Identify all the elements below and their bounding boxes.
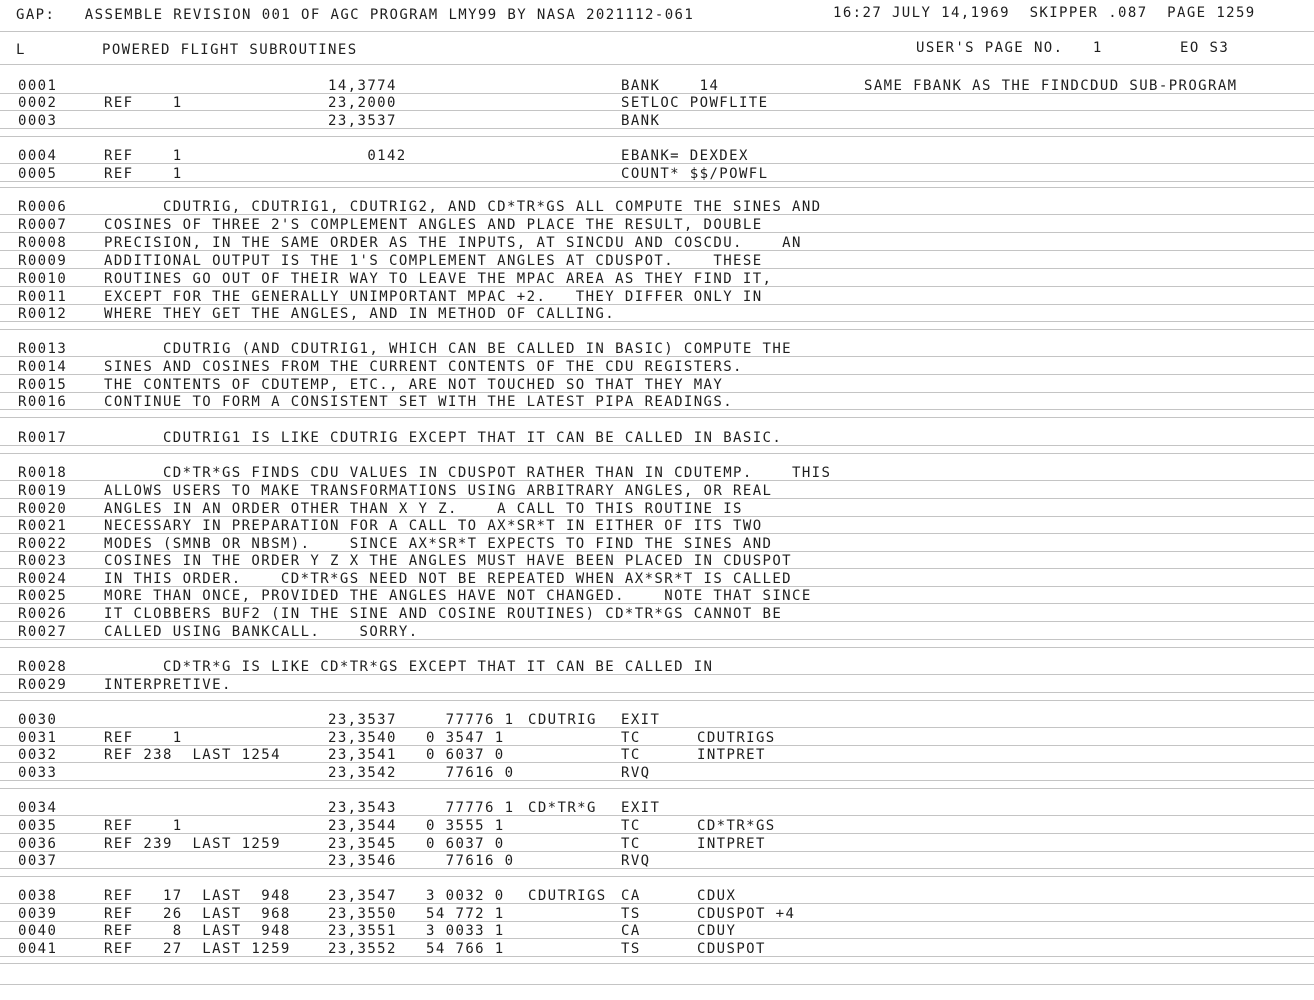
- address-column: 23,3542: [328, 765, 397, 781]
- address-column: 23,3552: [328, 941, 397, 957]
- line-number: R0010: [18, 271, 68, 287]
- rule-line: [0, 453, 1314, 454]
- rule-line: [0, 833, 1314, 834]
- octal-code: 77776 1: [426, 800, 515, 816]
- operand: CD*TR*GS: [697, 818, 776, 834]
- subheader-title: POWERED FLIGHT SUBROUTINES: [102, 42, 358, 58]
- operand: INTPRET: [697, 836, 766, 852]
- line-number: 0004: [18, 148, 58, 164]
- address-column: 23,3541: [328, 747, 397, 763]
- address-column: 23,3540: [328, 730, 397, 746]
- ref-column: REF 239 LAST 1259: [104, 836, 281, 852]
- line-number: R0014: [18, 359, 68, 375]
- rule-line: [0, 136, 1314, 137]
- ref-column: REF 1: [104, 148, 183, 164]
- line-number: 0002: [18, 95, 58, 111]
- rule-line: [0, 329, 1314, 330]
- ref-column: REF 1: [104, 166, 183, 182]
- comment-text: CDUTRIG (AND CDUTRIG1, WHICH CAN BE CALLED IN BASIC) COMPUTE THE: [104, 341, 793, 357]
- address-column: 23,3551: [328, 923, 397, 939]
- eo-code: EO S3: [1180, 40, 1230, 56]
- comment-text: COSINES IN THE ORDER Y Z X THE ANGLES MUST HAVE BEEN PLACED IN CDUSPOT: [104, 553, 793, 569]
- rule-line: [0, 780, 1314, 781]
- address-column: 23,3546: [328, 853, 397, 869]
- line-number: R0028: [18, 659, 68, 675]
- comment-text: MODES (SMNB OR NBSM). SINCE AX*SR*T EXPECTS TO FIND THE SINES AND: [104, 536, 773, 552]
- opcode: CA: [621, 888, 641, 904]
- comment-text: CDUTRIG, CDUTRIG1, CDUTRIG2, AND CD*TR*GS ALL COMPUTE THE SINES AND: [104, 199, 822, 215]
- operand: CDUTRIGS: [697, 730, 776, 746]
- opcode: TS: [621, 941, 641, 957]
- line-number: 0037: [18, 853, 58, 869]
- comment-text: MORE THAN ONCE, PROVIDED THE ANGLES HAVE NOT CHANGED. NOTE THAT SINCE: [104, 588, 812, 604]
- comment-text: ANGLES IN AN ORDER OTHER THAN X Y Z. A CALL TO THIS ROUTINE IS: [104, 501, 743, 517]
- opcode: BANK: [621, 113, 661, 129]
- line-number: 0036: [18, 836, 58, 852]
- line-number: R0024: [18, 571, 68, 587]
- line-number: 0041: [18, 941, 58, 957]
- comment-text: WHERE THEY GET THE ANGLES, AND IN METHOD OF CALLING.: [104, 306, 616, 322]
- operand: CDUX: [697, 888, 737, 904]
- octal-code: 3 0033 1: [426, 923, 505, 939]
- rule-line: [0, 868, 1314, 869]
- address-column: 23,3537: [328, 113, 397, 129]
- line-number: R0007: [18, 217, 68, 233]
- line-number: 0035: [18, 818, 58, 834]
- address-column: 23,3543: [328, 800, 397, 816]
- rule-line: [0, 417, 1314, 418]
- octal-code: 54 766 1: [426, 941, 505, 957]
- comment-text: NECESSARY IN PREPARATION FOR A CALL TO AX*SR*T IN EITHER OF ITS TWO: [104, 518, 763, 534]
- operand: CDUSPOT: [697, 941, 766, 957]
- line-number: R0011: [18, 289, 68, 305]
- operand: CDUY: [697, 923, 737, 939]
- octal-code: 0 6037 0: [426, 836, 505, 852]
- ref-column: REF 238 LAST 1254: [104, 747, 281, 763]
- octal-code: 0 3547 1: [426, 730, 505, 746]
- address-column: 23,2000: [328, 95, 397, 111]
- rule-line: [0, 700, 1314, 701]
- symbol-label: CDUTRIGS: [528, 888, 607, 904]
- comment-text: CD*TR*GS FINDS CDU VALUES IN CDUSPOT RATHER THAN IN CDUTEMP. THIS: [104, 465, 832, 481]
- opcode: TC: [621, 730, 641, 746]
- address-column: 23,3544: [328, 818, 397, 834]
- line-number: R0029: [18, 677, 68, 693]
- ref-column: REF 26 LAST 968: [104, 906, 291, 922]
- line-number: 0033: [18, 765, 58, 781]
- comment-text: ADDITIONAL OUTPUT IS THE 1'S COMPLEMENT ANGLES AT CDUSPOT. THESE: [104, 253, 763, 269]
- ref-column: REF 1: [104, 818, 183, 834]
- line-number: R0017: [18, 430, 68, 446]
- opcode: TC: [621, 747, 641, 763]
- comment-text: SINES AND COSINES FROM THE CURRENT CONTENTS OF THE CDU REGISTERS.: [104, 359, 743, 375]
- line-number: R0026: [18, 606, 68, 622]
- line-number: R0020: [18, 501, 68, 517]
- comment-text: PRECISION, IN THE SAME ORDER AS THE INPUTS, AT SINCDU AND COSCDU. AN: [104, 235, 802, 251]
- line-number: 0031: [18, 730, 58, 746]
- rule-line: [0, 788, 1314, 789]
- symbol-label: CDUTRIG: [528, 712, 597, 728]
- rule-line: [0, 876, 1314, 877]
- ref-column: REF 1: [104, 730, 183, 746]
- opcode: SETLOC POWFLITE: [621, 95, 769, 111]
- comment-text: IT CLOBBERS BUF2 (IN THE SINE AND COSINE ROUTINES) CD*TR*GS CANNOT BE: [104, 606, 783, 622]
- octal-code: 77616 0: [426, 765, 515, 781]
- line-number: R0025: [18, 588, 68, 604]
- line-number: 0030: [18, 712, 58, 728]
- header-right: 16:27 JULY 14,1969 SKIPPER .087 PAGE 1259: [833, 5, 1256, 21]
- line-number: R0015: [18, 377, 68, 393]
- rule-line: [0, 745, 1314, 746]
- rule-line: [0, 187, 1314, 188]
- rule-line: [0, 963, 1314, 964]
- comment-text: CD*TR*G IS LIKE CD*TR*GS EXCEPT THAT IT CAN BE CALLED IN: [104, 659, 714, 675]
- line-number: 0003: [18, 113, 58, 129]
- address-column: 23,3545: [328, 836, 397, 852]
- comment-text: THE CONTENTS OF CDUTEMP, ETC., ARE NOT TOUCHED SO THAT THEY MAY: [104, 377, 724, 393]
- address-column: 23,3547: [328, 888, 397, 904]
- opcode: EXIT: [621, 800, 661, 816]
- rule-line: [0, 64, 1314, 65]
- line-number: R0006: [18, 199, 68, 215]
- line-number: R0021: [18, 518, 68, 534]
- line-number: 0034: [18, 800, 58, 816]
- rule-line: [0, 647, 1314, 648]
- comment-text: CDUTRIG1 IS LIKE CDUTRIG EXCEPT THAT IT CAN BE CALLED IN BASIC.: [104, 430, 783, 446]
- comment-text: IN THIS ORDER. CD*TR*GS NEED NOT BE REPEATED WHEN AX*SR*T IS CALLED: [104, 571, 793, 587]
- header-left: GAP: ASSEMBLE REVISION 001 OF AGC PROGRAM LMY99 BY NASA 2021112-061: [16, 7, 695, 23]
- line-number: R0016: [18, 394, 68, 410]
- comment-text: ROUTINES GO OUT OF THEIR WAY TO LEAVE THE MPAC AREA AS THEY FIND IT,: [104, 271, 773, 287]
- octal-code: 0 6037 0: [426, 747, 505, 763]
- opcode: RVQ: [621, 853, 651, 869]
- octal-code: 3 0032 0: [426, 888, 505, 904]
- comment-text: INTERPRETIVE.: [104, 677, 232, 693]
- symbol-label: CD*TR*G: [528, 800, 597, 816]
- octal-code: 0 3555 1: [426, 818, 505, 834]
- ref-column: REF 17 LAST 948: [104, 888, 291, 904]
- line-number: 0032: [18, 747, 58, 763]
- line-number: R0023: [18, 553, 68, 569]
- opcode: BANK 14: [621, 78, 720, 94]
- line-number: 0039: [18, 906, 58, 922]
- rule-line: [0, 984, 1314, 985]
- opcode: CA: [621, 923, 641, 939]
- subheader-mark: L: [16, 42, 26, 58]
- comment-text: ALLOWS USERS TO MAKE TRANSFORMATIONS USING ARBITRARY ANGLES, OR REAL: [104, 483, 773, 499]
- opcode: TC: [621, 818, 641, 834]
- comment-text: EXCEPT FOR THE GENERALLY UNIMPORTANT MPAC +2. THEY DIFFER ONLY IN: [104, 289, 763, 305]
- line-number: 0005: [18, 166, 58, 182]
- octal-code: 77776 1: [426, 712, 515, 728]
- address-column: 14,3774: [328, 78, 397, 94]
- line-number: 0040: [18, 923, 58, 939]
- opcode: RVQ: [621, 765, 651, 781]
- line-number: R0008: [18, 235, 68, 251]
- comment-text: COSINES OF THREE 2'S COMPLEMENT ANGLES AND PLACE THE RESULT, DOUBLE: [104, 217, 763, 233]
- address-column: 0142: [328, 148, 407, 164]
- opcode: TS: [621, 906, 641, 922]
- opcode: EXIT: [621, 712, 661, 728]
- line-number: 0038: [18, 888, 58, 904]
- comment-text: SAME FBANK AS THE FINDCDUD SUB-PROGRAM: [864, 78, 1238, 94]
- line-number: R0018: [18, 465, 68, 481]
- line-number: R0012: [18, 306, 68, 322]
- octal-code: 77616 0: [426, 853, 515, 869]
- line-number: R0019: [18, 483, 68, 499]
- comment-text: CALLED USING BANKCALL. SORRY.: [104, 624, 419, 640]
- line-number: R0022: [18, 536, 68, 552]
- address-column: 23,3550: [328, 906, 397, 922]
- octal-code: 54 772 1: [426, 906, 505, 922]
- ref-column: REF 27 LAST 1259: [104, 941, 291, 957]
- rule-line: [0, 31, 1314, 32]
- line-number: R0009: [18, 253, 68, 269]
- address-column: 23,3537: [328, 712, 397, 728]
- comment-text: CONTINUE TO FORM A CONSISTENT SET WITH THE LATEST PIPA READINGS.: [104, 394, 734, 410]
- line-number: 0001: [18, 78, 58, 94]
- ref-column: REF 1: [104, 95, 183, 111]
- operand: CDUSPOT +4: [697, 906, 796, 922]
- opcode: EBANK= DEXDEX: [621, 148, 749, 164]
- operand: INTPRET: [697, 747, 766, 763]
- line-number: R0027: [18, 624, 68, 640]
- ref-column: REF 8 LAST 948: [104, 923, 291, 939]
- user-page-number: USER'S PAGE NO. 1: [916, 40, 1103, 56]
- line-number: R0013: [18, 341, 68, 357]
- opcode: COUNT* $$/POWFL: [621, 166, 769, 182]
- opcode: TC: [621, 836, 641, 852]
